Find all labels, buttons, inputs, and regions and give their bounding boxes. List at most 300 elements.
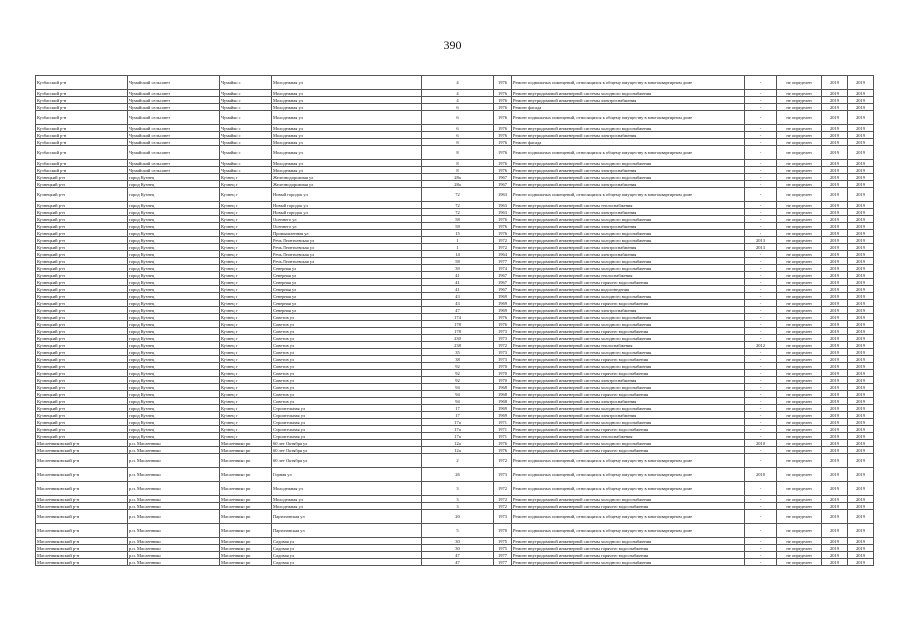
plan-end-cell: 2019 bbox=[848, 482, 874, 496]
cost-cell: не определен bbox=[777, 482, 822, 496]
street-cell: Советов ул bbox=[272, 363, 422, 370]
table-row bbox=[36, 405, 874, 412]
locality-cell: Кузнец г bbox=[220, 377, 272, 384]
district-cell: Масленниковский р-н bbox=[36, 503, 128, 510]
plan-start-cell: 2019 bbox=[822, 363, 848, 370]
street-cell: Молодежная ул bbox=[272, 90, 422, 97]
plan-start-cell: 2019 bbox=[822, 342, 848, 349]
street-cell: 60 лет Октября ул bbox=[272, 454, 422, 468]
table-row bbox=[36, 356, 874, 363]
settlement-cell: город Кузнец bbox=[128, 209, 220, 216]
plan-end-cell: 2019 bbox=[848, 545, 874, 552]
settlement-cell: город Кузнец bbox=[128, 188, 220, 202]
plan-start-cell: 2019 bbox=[822, 258, 848, 265]
last-repair-year-cell: - bbox=[745, 447, 777, 454]
table-row bbox=[36, 90, 874, 97]
last-repair-year-cell: - bbox=[745, 167, 777, 174]
house-number-cell: 94 bbox=[422, 384, 494, 391]
cost-cell: не определен bbox=[777, 174, 822, 181]
street-cell: Садовая ул bbox=[272, 552, 422, 559]
table-row bbox=[36, 524, 874, 538]
work-type-cell: Ремонт внутридомовой инженерной системы водоотведения bbox=[512, 286, 745, 293]
street-cell: Северная ул bbox=[272, 307, 422, 314]
table-row bbox=[36, 167, 874, 174]
settlement-cell: город Кузнец bbox=[128, 258, 220, 265]
build-year-cell: 1968 bbox=[494, 398, 512, 405]
plan-end-cell: 2019 bbox=[848, 286, 874, 293]
street-cell: Молодежная ул bbox=[272, 503, 422, 510]
plan-start-cell: 2019 bbox=[822, 405, 848, 412]
cost-cell: не определен bbox=[777, 377, 822, 384]
plan-start-cell: 2019 bbox=[822, 482, 848, 496]
street-cell: Молодежная ул bbox=[272, 496, 422, 503]
house-number-cell: 12а bbox=[422, 447, 494, 454]
house-number-cell: 8 bbox=[422, 139, 494, 146]
work-type-cell: Ремонт внутридомовой инженерной системы электроснабжения bbox=[512, 398, 745, 405]
district-cell: Кузбасский р-н bbox=[36, 76, 128, 90]
settlement-cell: город Кузнец bbox=[128, 377, 220, 384]
settlement-cell: город Кузнец bbox=[128, 314, 220, 321]
build-year-cell: 1963 bbox=[494, 209, 512, 216]
house-number-cell: 58 bbox=[422, 216, 494, 223]
table-row bbox=[36, 328, 874, 335]
build-year-cell: 1964 bbox=[494, 251, 512, 258]
plan-start-cell: 2019 bbox=[822, 139, 848, 146]
build-year-cell: 1973 bbox=[494, 356, 512, 363]
plan-end-cell: 2019 bbox=[848, 524, 874, 538]
plan-start-cell: 2019 bbox=[822, 377, 848, 384]
house-number-cell: 41 bbox=[422, 272, 494, 279]
build-year-cell: 1976 bbox=[494, 216, 512, 223]
build-year-cell: 1976 bbox=[494, 230, 512, 237]
table-row bbox=[36, 230, 874, 237]
house-number-cell: 41 bbox=[422, 286, 494, 293]
locality-cell: Кузнец г bbox=[220, 321, 272, 328]
work-type-cell: Ремонт внутридомовой инженерной системы горячего водоснабжения bbox=[512, 370, 745, 377]
district-cell: Кузбасский р-н bbox=[36, 90, 128, 97]
work-type-cell: Ремонт внутридомовой инженерной системы электроснабжения bbox=[512, 132, 745, 139]
cost-cell: не определен bbox=[777, 349, 822, 356]
plan-start-cell: 2019 bbox=[822, 104, 848, 111]
work-type-cell: Ремонт внутридомовой инженерной системы холодного водоснабжения bbox=[512, 538, 745, 545]
plan-start-cell: 2019 bbox=[822, 440, 848, 447]
settlement-cell: Чумайский сельсовет bbox=[128, 125, 220, 132]
plan-end-cell: 2019 bbox=[848, 76, 874, 90]
settlement-cell: Чумайский сельсовет bbox=[128, 132, 220, 139]
district-cell: Масленниковский р-н bbox=[36, 482, 128, 496]
cost-cell: не определен bbox=[777, 223, 822, 230]
build-year-cell: 1974 bbox=[494, 265, 512, 272]
work-type-cell: Ремонт внутридомовой инженерной системы горячего водоснабжения bbox=[512, 391, 745, 398]
street-cell: Речь Леонтьевская ул bbox=[272, 258, 422, 265]
locality-cell: Кузнец г bbox=[220, 265, 272, 272]
last-repair-year-cell: - bbox=[745, 314, 777, 321]
capital-repair-table bbox=[35, 75, 874, 566]
cost-cell: не определен bbox=[777, 314, 822, 321]
plan-end-cell: 2019 bbox=[848, 293, 874, 300]
plan-end-cell: 2019 bbox=[848, 391, 874, 398]
table-row bbox=[36, 307, 874, 314]
table-row bbox=[36, 342, 874, 349]
cost-cell: не определен bbox=[777, 272, 822, 279]
street-cell: Молодежная ул bbox=[272, 146, 422, 160]
plan-end-cell: 2019 bbox=[848, 433, 874, 440]
settlement-cell: город Кузнец bbox=[128, 251, 220, 258]
work-type-cell: Ремонт внутридомовой инженерной системы холодного водоснабжения bbox=[512, 293, 745, 300]
street-cell: Строительная ул bbox=[272, 419, 422, 426]
house-number-cell: 28а bbox=[422, 181, 494, 188]
work-type-cell: Ремонт внутридомовой инженерной системы электроснабжения bbox=[512, 412, 745, 419]
locality-cell: Чумайко с bbox=[220, 160, 272, 167]
district-cell: Кузнецкий р-н bbox=[36, 405, 128, 412]
last-repair-year-cell: - bbox=[745, 174, 777, 181]
street-cell: 60 лет Октября ул bbox=[272, 440, 422, 447]
settlement-cell: р.п. Масленнико bbox=[128, 454, 220, 468]
district-cell: Кузнецкий р-н bbox=[36, 370, 128, 377]
settlement-cell: город Кузнец bbox=[128, 286, 220, 293]
work-type-cell: Ремонт внутридомовой инженерной системы холодного водоснабжения bbox=[512, 90, 745, 97]
last-repair-year-cell: 2013 bbox=[745, 237, 777, 244]
plan-end-cell: 2019 bbox=[848, 216, 874, 223]
street-cell: Северная ул bbox=[272, 279, 422, 286]
locality-cell: Масленнико рп bbox=[220, 496, 272, 503]
district-cell: Кузбасский р-н bbox=[36, 167, 128, 174]
last-repair-year-cell: - bbox=[745, 223, 777, 230]
locality-cell: Чумайко с bbox=[220, 167, 272, 174]
plan-end-cell: 2019 bbox=[848, 279, 874, 286]
build-year-cell: 1967 bbox=[494, 181, 512, 188]
build-year-cell: 1975 bbox=[494, 538, 512, 545]
cost-cell: не определен bbox=[777, 209, 822, 216]
plan-end-cell: 2019 bbox=[848, 174, 874, 181]
cost-cell: не определен bbox=[777, 335, 822, 342]
cost-cell: не определен bbox=[777, 363, 822, 370]
settlement-cell: город Кузнец bbox=[128, 398, 220, 405]
locality-cell: Кузнец г bbox=[220, 433, 272, 440]
settlement-cell: р.п. Масленнико bbox=[128, 440, 220, 447]
house-number-cell: 2 bbox=[422, 454, 494, 468]
build-year-cell: 1969 bbox=[494, 412, 512, 419]
work-type-cell: Ремонт внутридомовой инженерной системы холодного водоснабжения bbox=[512, 559, 745, 566]
house-number-cell: 8 bbox=[422, 160, 494, 167]
locality-cell: Кузнец г bbox=[220, 328, 272, 335]
district-cell: Кузнецкий р-н bbox=[36, 419, 128, 426]
house-number-cell: 92 bbox=[422, 363, 494, 370]
table-row bbox=[36, 223, 874, 230]
settlement-cell: р.п. Масленнико bbox=[128, 545, 220, 552]
plan-start-cell: 2019 bbox=[822, 230, 848, 237]
work-type-cell: Ремонт внутридомовой инженерной системы холодного водоснабжения bbox=[512, 314, 745, 321]
settlement-cell: город Кузнец bbox=[128, 328, 220, 335]
street-cell: Молодежная ул bbox=[272, 160, 422, 167]
work-type-cell: Ремонт внутридомовой инженерной системы холодного водоснабжения bbox=[512, 237, 745, 244]
street-cell: Советов ул bbox=[272, 321, 422, 328]
plan-end-cell: 2019 bbox=[848, 342, 874, 349]
last-repair-year-cell: - bbox=[745, 76, 777, 90]
locality-cell: Масленнико рп bbox=[220, 482, 272, 496]
build-year-cell: 1968 bbox=[494, 391, 512, 398]
street-cell: Советов ул bbox=[272, 342, 422, 349]
settlement-cell: Чумайский сельсовет bbox=[128, 76, 220, 90]
build-year-cell: 1969 bbox=[494, 293, 512, 300]
work-type-cell: Ремонт подвальных помещений, относящихся к общему имуществу в многоквартирном доме bbox=[512, 188, 745, 202]
plan-start-cell: 2019 bbox=[822, 510, 848, 524]
cost-cell: не определен bbox=[777, 412, 822, 419]
last-repair-year-cell: - bbox=[745, 454, 777, 468]
settlement-cell: город Кузнец bbox=[128, 391, 220, 398]
locality-cell: Чумайко с bbox=[220, 139, 272, 146]
house-number-cell: 30 bbox=[422, 538, 494, 545]
table-row bbox=[36, 174, 874, 181]
locality-cell: Масленнико рп bbox=[220, 468, 272, 482]
district-cell: Масленниковский р-н bbox=[36, 524, 128, 538]
last-repair-year-cell: - bbox=[745, 510, 777, 524]
plan-start-cell: 2019 bbox=[822, 328, 848, 335]
locality-cell: Кузнец г bbox=[220, 398, 272, 405]
locality-cell: Кузнец г bbox=[220, 307, 272, 314]
cost-cell: не определен bbox=[777, 90, 822, 97]
street-cell: Строительная ул bbox=[272, 405, 422, 412]
plan-start-cell: 2019 bbox=[822, 174, 848, 181]
plan-end-cell: 2019 bbox=[848, 209, 874, 216]
build-year-cell: 1976 bbox=[494, 321, 512, 328]
cost-cell: не определен bbox=[777, 293, 822, 300]
street-cell: Речь Леонтьевская ул bbox=[272, 251, 422, 258]
settlement-cell: р.п. Масленнико bbox=[128, 503, 220, 510]
house-number-cell: 178 bbox=[422, 328, 494, 335]
last-repair-year-cell: - bbox=[745, 97, 777, 104]
plan-start-cell: 2019 bbox=[822, 146, 848, 160]
plan-end-cell: 2019 bbox=[848, 251, 874, 258]
plan-end-cell: 2019 bbox=[848, 139, 874, 146]
locality-cell: Масленнико рп bbox=[220, 538, 272, 545]
locality-cell: Масленнико рп bbox=[220, 559, 272, 566]
district-cell: Кузбасский р-н bbox=[36, 125, 128, 132]
last-repair-year-cell: - bbox=[745, 209, 777, 216]
cost-cell: не определен bbox=[777, 279, 822, 286]
cost-cell: не определен bbox=[777, 244, 822, 251]
last-repair-year-cell: - bbox=[745, 139, 777, 146]
last-repair-year-cell: - bbox=[745, 559, 777, 566]
street-cell: Советов ул bbox=[272, 356, 422, 363]
settlement-cell: Чумайский сельсовет bbox=[128, 167, 220, 174]
work-type-cell: Ремонт внутридомовой инженерной системы электроснабжения bbox=[512, 181, 745, 188]
table-row bbox=[36, 111, 874, 125]
plan-end-cell: 2019 bbox=[848, 167, 874, 174]
settlement-cell: город Кузнец bbox=[128, 174, 220, 181]
settlement-cell: Чумайский сельсовет bbox=[128, 97, 220, 104]
table-row bbox=[36, 426, 874, 433]
build-year-cell: 1973 bbox=[494, 510, 512, 524]
settlement-cell: Чумайский сельсовет bbox=[128, 160, 220, 167]
plan-end-cell: 2019 bbox=[848, 419, 874, 426]
last-repair-year-cell: - bbox=[745, 552, 777, 559]
cost-cell: не определен bbox=[777, 216, 822, 223]
street-cell: Промышленная ул bbox=[272, 230, 422, 237]
cost-cell: не определен bbox=[777, 440, 822, 447]
cost-cell: не определен bbox=[777, 167, 822, 174]
table-row bbox=[36, 447, 874, 454]
street-cell: Железнодорожная ул bbox=[272, 174, 422, 181]
street-cell: Партизанская ул bbox=[272, 524, 422, 538]
work-type-cell: Ремонт внутридомовой инженерной системы горячего водоснабжения bbox=[512, 279, 745, 286]
plan-end-cell: 2019 bbox=[848, 328, 874, 335]
table-row bbox=[36, 454, 874, 468]
last-repair-year-cell: - bbox=[745, 482, 777, 496]
work-type-cell: Ремонт внутридомовой инженерной системы холодного водоснабжения bbox=[512, 496, 745, 503]
plan-start-cell: 2019 bbox=[822, 545, 848, 552]
street-cell: Советов ул bbox=[272, 335, 422, 342]
plan-start-cell: 2019 bbox=[822, 419, 848, 426]
build-year-cell: 1973 bbox=[494, 349, 512, 356]
plan-start-cell: 2019 bbox=[822, 384, 848, 391]
plan-start-cell: 2019 bbox=[822, 426, 848, 433]
cost-cell: не определен bbox=[777, 454, 822, 468]
build-year-cell: 1971 bbox=[494, 426, 512, 433]
build-year-cell: 1970 bbox=[494, 370, 512, 377]
locality-cell: Кузнец г bbox=[220, 209, 272, 216]
build-year-cell: 1976 bbox=[494, 146, 512, 160]
cost-cell: не определен bbox=[777, 160, 822, 167]
plan-start-cell: 2019 bbox=[822, 524, 848, 538]
plan-start-cell: 2019 bbox=[822, 286, 848, 293]
house-number-cell: 174 bbox=[422, 314, 494, 321]
settlement-cell: р.п. Масленнико bbox=[128, 559, 220, 566]
plan-start-cell: 2019 bbox=[822, 314, 848, 321]
last-repair-year-cell: - bbox=[745, 265, 777, 272]
table-row bbox=[36, 146, 874, 160]
cost-cell: не определен bbox=[777, 398, 822, 405]
house-number-cell: 178 bbox=[422, 321, 494, 328]
page-number: 390 bbox=[443, 38, 462, 52]
house-number-cell: 5 bbox=[422, 524, 494, 538]
plan-start-cell: 2019 bbox=[822, 251, 848, 258]
last-repair-year-cell: - bbox=[745, 230, 777, 237]
plan-start-cell: 2019 bbox=[822, 188, 848, 202]
locality-cell: Кузнец г bbox=[220, 223, 272, 230]
street-cell: Новый городок ул bbox=[272, 202, 422, 209]
table-row bbox=[36, 440, 874, 447]
plan-end-cell: 2019 bbox=[848, 258, 874, 265]
plan-start-cell: 2019 bbox=[822, 468, 848, 482]
street-cell: Строительная ул bbox=[272, 433, 422, 440]
house-number-cell: 17а bbox=[422, 419, 494, 426]
house-number-cell: 1 bbox=[422, 244, 494, 251]
district-cell: Масленниковский р-н bbox=[36, 552, 128, 559]
house-number-cell: 238 bbox=[422, 342, 494, 349]
work-type-cell: Ремонт внутридомовой инженерной системы горячего водоснабжения bbox=[512, 503, 745, 510]
house-number-cell: 6 bbox=[422, 125, 494, 132]
settlement-cell: город Кузнец bbox=[128, 300, 220, 307]
cost-cell: не определен bbox=[777, 384, 822, 391]
house-number-cell: 17а bbox=[422, 426, 494, 433]
build-year-cell: 1977 bbox=[494, 552, 512, 559]
street-cell: Молодежная ул bbox=[272, 104, 422, 111]
last-repair-year-cell: - bbox=[745, 272, 777, 279]
locality-cell: Чумайко с bbox=[220, 111, 272, 125]
settlement-cell: город Кузнец bbox=[128, 405, 220, 412]
locality-cell: Кузнец г bbox=[220, 174, 272, 181]
plan-start-cell: 2019 bbox=[822, 209, 848, 216]
last-repair-year-cell: - bbox=[745, 293, 777, 300]
cost-cell: не определен bbox=[777, 76, 822, 90]
table-row bbox=[36, 510, 874, 524]
build-year-cell: 1967 bbox=[494, 279, 512, 286]
work-type-cell: Ремонт внутридомовой инженерной системы электроснабжения bbox=[512, 167, 745, 174]
last-repair-year-cell: 2013 bbox=[745, 244, 777, 251]
plan-start-cell: 2019 bbox=[822, 454, 848, 468]
build-year-cell: 1976 bbox=[494, 132, 512, 139]
settlement-cell: город Кузнец bbox=[128, 321, 220, 328]
last-repair-year-cell: - bbox=[745, 356, 777, 363]
cost-cell: не определен bbox=[777, 125, 822, 132]
plan-start-cell: 2019 bbox=[822, 244, 848, 251]
street-cell: Молодежная ул bbox=[272, 125, 422, 132]
district-cell: Кузнецкий р-н bbox=[36, 314, 128, 321]
district-cell: Кузнецкий р-н bbox=[36, 181, 128, 188]
work-type-cell: Ремонт фасада bbox=[512, 139, 745, 146]
last-repair-year-cell: - bbox=[745, 160, 777, 167]
cost-cell: не определен bbox=[777, 230, 822, 237]
table-row bbox=[36, 125, 874, 132]
settlement-cell: р.п. Масленнико bbox=[128, 538, 220, 545]
settlement-cell: Чумайский сельсовет bbox=[128, 146, 220, 160]
cost-cell: не определен bbox=[777, 97, 822, 104]
plan-start-cell: 2019 bbox=[822, 181, 848, 188]
district-cell: Кузнецкий р-н bbox=[36, 286, 128, 293]
district-cell: Кузнецкий р-н bbox=[36, 258, 128, 265]
district-cell: Масленниковский р-н bbox=[36, 440, 128, 447]
last-repair-year-cell: - bbox=[745, 419, 777, 426]
cost-cell: не определен bbox=[777, 405, 822, 412]
last-repair-year-cell: - bbox=[745, 286, 777, 293]
district-cell: Кузнецкий р-н bbox=[36, 230, 128, 237]
house-number-cell: 58 bbox=[422, 223, 494, 230]
build-year-cell: 1970 bbox=[494, 524, 512, 538]
last-repair-year-cell: - bbox=[745, 104, 777, 111]
plan-start-cell: 2019 bbox=[822, 90, 848, 97]
cost-cell: не определен bbox=[777, 237, 822, 244]
work-type-cell: Ремонт внутридомовой инженерной системы холодного водоснабжения bbox=[512, 419, 745, 426]
settlement-cell: город Кузнец bbox=[128, 342, 220, 349]
district-cell: Кузнецкий р-н bbox=[36, 251, 128, 258]
cost-cell: не определен bbox=[777, 181, 822, 188]
plan-start-cell: 2019 bbox=[822, 76, 848, 90]
last-repair-year-cell: - bbox=[745, 433, 777, 440]
district-cell: Кузбасский р-н bbox=[36, 146, 128, 160]
district-cell: Кузнецкий р-н bbox=[36, 356, 128, 363]
house-number-cell: 4 bbox=[422, 90, 494, 97]
cost-cell: не определен bbox=[777, 286, 822, 293]
cost-cell: не определен bbox=[777, 447, 822, 454]
work-type-cell: Ремонт внутридомовой инженерной системы теплоснабжения bbox=[512, 433, 745, 440]
plan-end-cell: 2019 bbox=[848, 398, 874, 405]
district-cell: Кузнецкий р-н bbox=[36, 412, 128, 419]
table-row bbox=[36, 538, 874, 545]
last-repair-year-cell: - bbox=[745, 251, 777, 258]
settlement-cell: р.п. Масленнико bbox=[128, 496, 220, 503]
build-year-cell: 1972 bbox=[494, 342, 512, 349]
house-number-cell: 15 bbox=[422, 230, 494, 237]
house-number-cell: 26 bbox=[422, 468, 494, 482]
settlement-cell: город Кузнец bbox=[128, 370, 220, 377]
build-year-cell: 1969 bbox=[494, 405, 512, 412]
plan-start-cell: 2019 bbox=[822, 132, 848, 139]
table-row bbox=[36, 279, 874, 286]
cost-cell: не определен bbox=[777, 552, 822, 559]
cost-cell: не определен bbox=[777, 104, 822, 111]
street-cell: Советов ул bbox=[272, 349, 422, 356]
